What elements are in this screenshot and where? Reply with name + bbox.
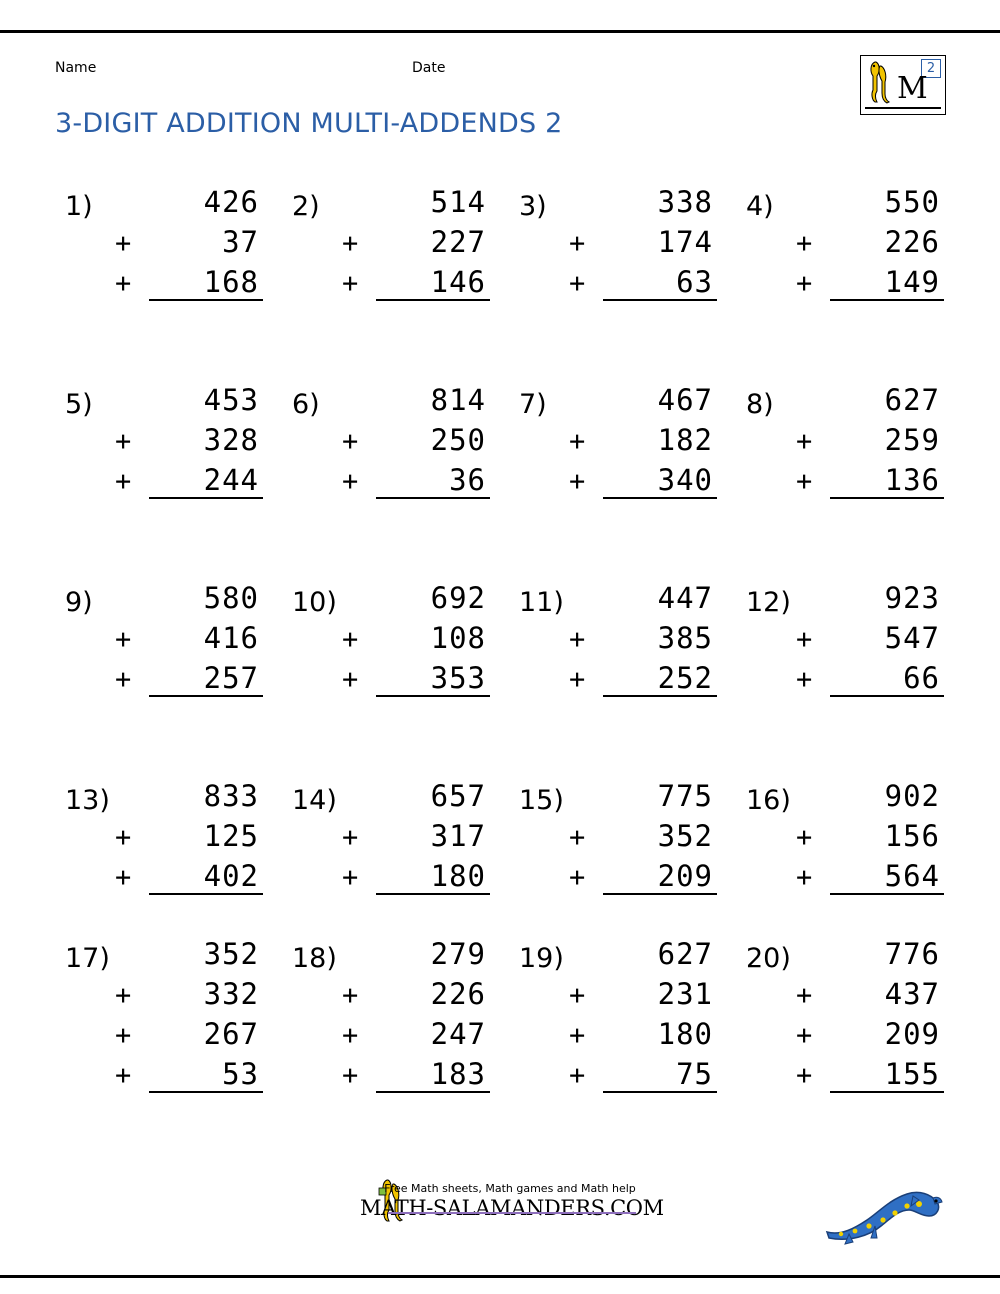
problem-20 [736,927,963,1097]
addend: 36 [376,463,490,499]
addend: 250 [430,423,486,457]
plus-sign: + [342,862,359,893]
top-divider [0,30,1000,33]
addend-stack [569,937,717,1097]
date-label: Date [412,60,446,76]
plus-sign: + [796,268,813,299]
addend: 259 [884,423,940,457]
addend-stack [796,383,944,503]
addend: 252 [603,661,717,697]
plus-sign: + [115,268,132,299]
addend: 108 [430,621,486,655]
lizard-icon [815,1176,945,1246]
addend-stack [115,581,263,701]
logo-letter: M [897,71,928,106]
addend: 136 [830,463,944,499]
plus-sign: + [796,426,813,457]
plus-sign: + [796,822,813,853]
math-salamanders-logo [860,55,946,115]
problem-row [55,571,965,701]
plus-sign: + [569,1060,586,1091]
problem-15 [509,769,736,899]
plus-sign: + [796,624,813,655]
problem-number: 7) [519,389,547,420]
addend: 149 [830,265,944,301]
addend: 279 [430,937,486,971]
addend: 627 [657,937,713,971]
problem-number: 20) [746,943,791,974]
plus-sign: + [342,228,359,259]
plus-sign: + [342,664,359,695]
addend-stack [342,581,490,701]
addend-stack [342,937,490,1097]
addend: 923 [884,581,940,615]
addend-stack [569,185,717,305]
addend-stack [115,779,263,899]
addend-stack [796,937,944,1097]
addend: 627 [884,383,940,417]
problem-10 [282,571,509,701]
addend: 168 [149,265,263,301]
addend: 657 [430,779,486,813]
row-gap [55,305,965,373]
plus-sign: + [342,426,359,457]
addend: 226 [884,225,940,259]
problem-number: 19) [519,943,564,974]
addend: 340 [603,463,717,499]
problem-number: 1) [65,191,93,222]
addend: 416 [203,621,259,655]
addend: 267 [203,1017,259,1051]
row-gap [55,899,965,927]
plus-sign: + [569,466,586,497]
problem-4 [736,175,963,305]
problem-13 [55,769,282,899]
addend: 564 [830,859,944,895]
row-gap [55,503,965,571]
addend: 180 [376,859,490,895]
plus-sign: + [115,1060,132,1091]
problem-number: 3) [519,191,547,222]
problem-number: 11) [519,587,564,618]
footer-accent-rule [388,1212,636,1214]
plus-sign: + [569,268,586,299]
addend: 580 [203,581,259,615]
plus-sign: + [796,466,813,497]
addend: 437 [884,977,940,1011]
plus-sign: + [569,426,586,457]
plus-sign: + [796,980,813,1011]
addend: 776 [884,937,940,971]
addend: 75 [603,1057,717,1093]
plus-sign: + [569,822,586,853]
problem-number: 2) [292,191,320,222]
problems-grid [55,175,965,1097]
problem-number: 9) [65,587,93,618]
problem-7 [509,373,736,503]
plus-sign: + [115,822,132,853]
addend-stack [342,779,490,899]
addend-stack [569,581,717,701]
problem-9 [55,571,282,701]
addend-stack [342,185,490,305]
addend: 174 [657,225,713,259]
problem-17 [55,927,282,1097]
problem-19 [509,927,736,1097]
plus-sign: + [115,862,132,893]
plus-sign: + [115,466,132,497]
problem-number: 4) [746,191,774,222]
plus-sign: + [796,862,813,893]
problem-number: 5) [65,389,93,420]
addend-stack [115,185,263,305]
problem-row [55,927,965,1097]
addend: 902 [884,779,940,813]
plus-sign: + [796,1020,813,1051]
addend: 247 [430,1017,486,1051]
problem-row [55,175,965,305]
addend: 550 [884,185,940,219]
plus-sign: + [115,228,132,259]
addend: 146 [376,265,490,301]
problem-number: 15) [519,785,564,816]
problem-number: 16) [746,785,791,816]
addend: 227 [430,225,486,259]
salamander-icon [867,60,893,104]
problem-number: 14) [292,785,337,816]
bottom-divider [0,1275,1000,1278]
addend: 426 [203,185,259,219]
plus-sign: + [569,1020,586,1051]
addend-stack [115,937,263,1097]
addend: 332 [203,977,259,1011]
addend: 338 [657,185,713,219]
addend: 467 [657,383,713,417]
problem-number: 18) [292,943,337,974]
addend: 402 [149,859,263,895]
addend-stack [569,383,717,503]
addend-stack [342,383,490,503]
footer-site-name: MATH-SALAMANDERS.COM [360,1196,664,1220]
addend: 125 [203,819,259,853]
problem-number: 17) [65,943,110,974]
problem-18 [282,927,509,1097]
problem-number: 10) [292,587,337,618]
plus-sign: + [569,624,586,655]
problem-number: 8) [746,389,774,420]
problem-5 [55,373,282,503]
plus-sign: + [342,1060,359,1091]
addend: 156 [884,819,940,853]
problem-14 [282,769,509,899]
addend: 183 [376,1057,490,1093]
addend: 226 [430,977,486,1011]
addend: 453 [203,383,259,417]
addend-stack [796,581,944,701]
problem-number: 6) [292,389,320,420]
addend: 514 [430,185,486,219]
problem-11 [509,571,736,701]
addend: 775 [657,779,713,813]
addend: 182 [657,423,713,457]
row-gap [55,701,965,769]
footer-tagline: Free Math sheets, Math games and Math help [384,1182,636,1195]
addend: 63 [603,265,717,301]
addend-stack [796,779,944,899]
addend: 180 [657,1017,713,1051]
addend: 814 [430,383,486,417]
addend: 447 [657,581,713,615]
addend: 353 [376,661,490,697]
addend: 352 [657,819,713,853]
plus-sign: + [569,862,586,893]
problem-number: 12) [746,587,791,618]
addend: 257 [149,661,263,697]
addend: 317 [430,819,486,853]
addend: 209 [884,1017,940,1051]
addend: 53 [149,1057,263,1093]
plus-sign: + [115,624,132,655]
addend: 692 [430,581,486,615]
addend-stack [569,779,717,899]
problem-2 [282,175,509,305]
page-title: 3-DIGIT ADDITION MULTI-ADDENDS 2 [55,108,563,139]
addend-stack [796,185,944,305]
problem-1 [55,175,282,305]
addend: 547 [884,621,940,655]
plus-sign: + [342,1020,359,1051]
worksheet-footer [0,1164,1000,1264]
plus-sign: + [342,980,359,1011]
addend: 66 [830,661,944,697]
plus-sign: + [115,1020,132,1051]
problem-3 [509,175,736,305]
plus-sign: + [796,1060,813,1091]
addend: 37 [222,225,259,259]
plus-sign: + [115,980,132,1011]
plus-sign: + [115,664,132,695]
addend: 155 [830,1057,944,1093]
problem-8 [736,373,963,503]
problem-row [55,769,965,899]
footer-text-block [360,1182,664,1220]
grade-badge: 2 [921,59,941,78]
addend: 385 [657,621,713,655]
plus-sign: + [796,228,813,259]
plus-sign: + [342,466,359,497]
problem-12 [736,571,963,701]
addend: 244 [149,463,263,499]
plus-sign: + [569,228,586,259]
plus-sign: + [796,664,813,695]
problem-row [55,373,965,503]
addend: 328 [203,423,259,457]
problem-16 [736,769,963,899]
plus-sign: + [342,624,359,655]
logo-underline [865,107,941,109]
plus-sign: + [342,822,359,853]
plus-sign: + [569,664,586,695]
addend: 833 [203,779,259,813]
addend: 352 [203,937,259,971]
problem-6 [282,373,509,503]
name-label: Name [55,60,97,76]
problem-number: 13) [65,785,110,816]
plus-sign: + [342,268,359,299]
plus-sign: + [569,980,586,1011]
plus-sign: + [115,426,132,457]
addend-stack [115,383,263,503]
addend: 209 [603,859,717,895]
addend: 231 [657,977,713,1011]
